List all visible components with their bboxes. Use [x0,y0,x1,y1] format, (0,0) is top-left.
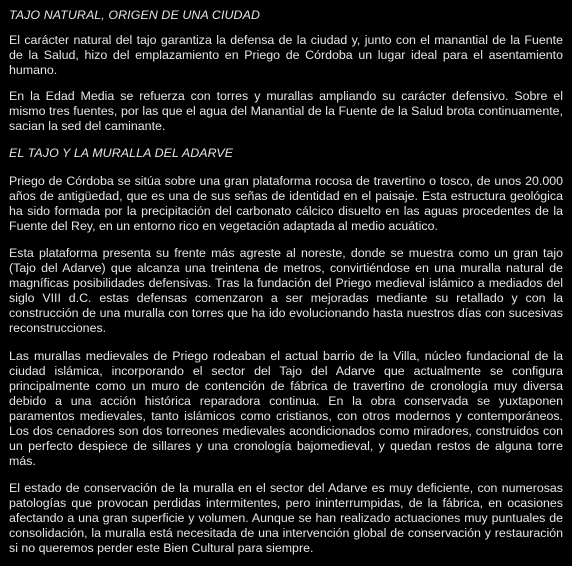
paragraph: El carácter natural del tajo garantiza la defensa de la ciudad y, junto con el manantial de la Fuente de la Salud, hizo del emplazamiento en Priego de Córdoba un lugar ideal para el asentamiento humano. [9,33,563,77]
section-tajo-y-muralla [9,146,563,556]
paragraph: En la Edad Media se refuerza con torres y murallas ampliando su carácter defensivo. Sobre el mismo tres fuentes, por las que el agua del Manantial de la Fuente de la Salud brota continuamente, sacian la sed del caminante. [9,89,563,133]
section-tajo-natural [9,8,563,134]
paragraph: Las murallas medievales de Priego rodeaban el actual barrio de la Villa, núcleo fundacional de la ciudad islámica, incorporando el sector del Tajo del Adarve que actualmente se configura principalmente como un muro de contención de fábrica de travertino de cronología muy diversa debido a una acción histórica reparadora continua. En la obra conservada se yuxtaponen paramentos medievales, tanto islámicos como cristianos, con otros modernos y contemporáneos. Los dos cenadores son dos torreones medievales acondicionados como miradores, construidos con un perfecto despiece de sillares y una cronología bajomedieval, y quedan restos de alguna torre más. [9,349,563,468]
paragraph: Priego de Córdoba se sitúa sobre una gran plataforma rocosa de travertino o tosco, de unos 20.000 años de antigüedad, que es una de sus señas de identidad en el paisaje. Esta estructura geológica ha sido formada por la precipitación del carbonato cálcico disuelto en las aguas procedentes de la Fuente del Rey, en un entorno rico en vegetación adaptada al medio acuático. [9,174,563,233]
paragraph: El estado de conservación de la muralla en el sector del Adarve es muy deficiente, con numerosas patologías que provocan perdidas intermitentes, pero ininterrumpidas, de la fábrica, en ocasiones afectando a una gran superficie y volumen. Aunque se han realizado actuaciones muy puntuales de consolidación, la muralla está necesitada de una intervención global de conservación y restauración si no queremos perder este Bien Cultural para siempre. [9,481,563,555]
section-heading: TAJO NATURAL, ORIGEN DE UNA CIUDAD [9,8,261,22]
section-heading: EL TAJO Y LA MURALLA DEL ADARVE [9,146,234,160]
paragraph: Esta plataforma presenta su frente más agreste al noreste, donde se muestra como un gran tajo (Tajo del Adarve) que alcanza una treintena de metros, convirtiéndose en una muralla natural de magníficas posibilidades defensivas. Tras la fundación del Priego medieval islámico a mediados del siglo VIII d.C. estas defensas comenzaron a ser mejoradas mediante su retallado y con la construcción de una muralla con torres que ha ido evolucionando hasta nuestros días con sucesivas reconstrucciones. [9,246,563,335]
